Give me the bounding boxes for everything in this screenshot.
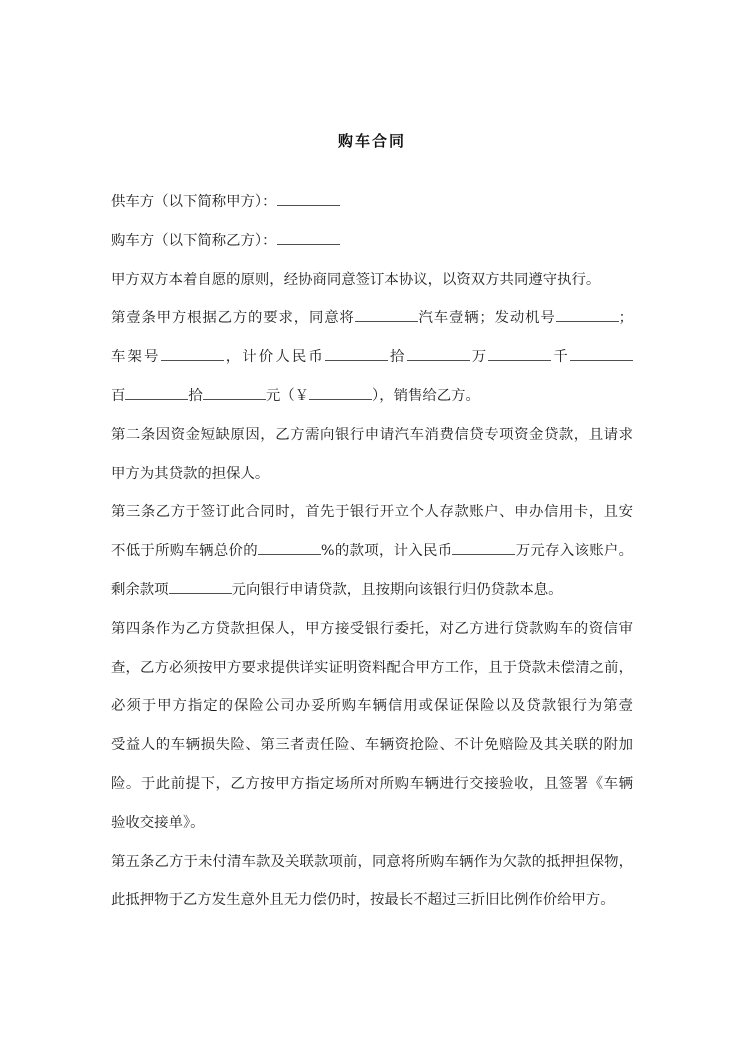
line-text: 第四条作为乙方贷款担保人，甲方接受银行委托，对乙方进行贷款购车的资信审 <box>111 620 633 637</box>
blank-underline <box>488 356 551 361</box>
line-text: 险。于此前提下，乙方按甲方指定场所对所购车辆进行交接验收，且签署《车辆 <box>111 775 633 792</box>
document-line <box>111 183 633 222</box>
line-text: 供车方（以下简称甲方）： <box>111 194 277 210</box>
document-line <box>111 299 633 338</box>
document-line <box>111 532 633 571</box>
line-text: 元（￥ <box>265 387 309 404</box>
line-text: 甲方双方本着自愿的原则，经协商同意签订本协议，以资双方共同遵守执行。 <box>111 271 601 288</box>
document-line <box>111 726 633 765</box>
line-text: 万 <box>469 349 489 366</box>
blank-underline <box>452 550 515 555</box>
line-text: 第壹条甲方根据乙方的要求，同意将 <box>111 310 355 327</box>
line-text: 第二条因资金短缺原因，乙方需向银行申请汽车消费信贷专项资金贷款，且请求 <box>111 426 633 443</box>
document-line <box>111 377 633 416</box>
line-text: 受益人的车辆损失险、第三者责任险、车辆资抢险、不计免赔险及其关联的附加 <box>111 737 633 754</box>
blank-underline <box>556 317 619 322</box>
line-text: ），销售给乙方。 <box>372 387 480 404</box>
blank-underline <box>355 317 418 322</box>
document-line <box>111 261 633 300</box>
document-line <box>111 765 633 804</box>
line-text: ，计价人民币 <box>223 349 325 366</box>
document-line <box>111 610 633 649</box>
document-line <box>111 493 633 532</box>
document-line <box>111 804 633 843</box>
line-text: 验收交接单》。 <box>111 814 205 831</box>
document-line <box>111 338 633 377</box>
line-text: 万元存入该账户。 <box>515 543 633 560</box>
line-text: 拾 <box>387 349 407 366</box>
line-text: 甲方为其贷款的担保人。 <box>111 465 270 482</box>
line-text: 第三条乙方于签订此合同时，首先于银行开立个人存款账户、申办信用卡，且安 <box>111 504 633 521</box>
blank-underline <box>203 395 266 400</box>
line-text: ； <box>618 310 633 327</box>
blank-underline <box>277 240 340 245</box>
document-line <box>111 416 633 455</box>
blank-underline <box>277 201 340 206</box>
blank-underline <box>570 356 633 361</box>
line-text: 购车方（以下简称乙方）： <box>111 232 277 249</box>
blank-underline <box>161 356 224 361</box>
line-text: 元向银行申请贷款，且按期向该银行归仍贷款本息。 <box>231 581 563 598</box>
document-body <box>111 183 633 920</box>
line-text: 第五条乙方于未付清车款及关联款项前，同意将所购车辆作为欠款的抵押担保物， <box>111 853 633 870</box>
document-line <box>111 687 633 726</box>
document-line <box>111 843 633 882</box>
document-line <box>111 881 633 920</box>
blank-underline <box>125 395 188 400</box>
line-text: 不低于所购车辆总价的 <box>111 543 258 560</box>
line-text: 千 <box>551 349 570 366</box>
line-text: 车架号 <box>111 349 161 366</box>
line-text: 百 <box>111 387 126 404</box>
line-text: 查，乙方必须按甲方要求提供详实证明资料配合甲方工作，且于贷款未偿清之前， <box>111 659 633 676</box>
document-title: 购车合同 <box>337 132 406 150</box>
line-text: %的款项，计入民币 <box>320 543 453 560</box>
document-line <box>111 222 633 261</box>
document-line <box>111 649 633 688</box>
blank-underline <box>309 395 372 400</box>
blank-underline <box>325 356 388 361</box>
line-text: 此抵押物于乙方发生意外且无力偿仍时，按最长不超过三折旧比例作价给甲方。 <box>111 892 615 909</box>
blank-underline <box>258 550 321 555</box>
line-text: 汽车壹辆；发动机号 <box>417 310 556 327</box>
document-line <box>111 455 633 494</box>
document-line <box>111 571 633 610</box>
line-text: 拾 <box>188 387 203 404</box>
line-text: 必须于甲方指定的保险公司办妥所购车辆信用或保证保险以及贷款银行为第壹 <box>111 698 633 715</box>
blank-underline <box>407 356 470 361</box>
line-text: 剩余款项 <box>111 581 169 598</box>
blank-underline <box>169 589 232 594</box>
